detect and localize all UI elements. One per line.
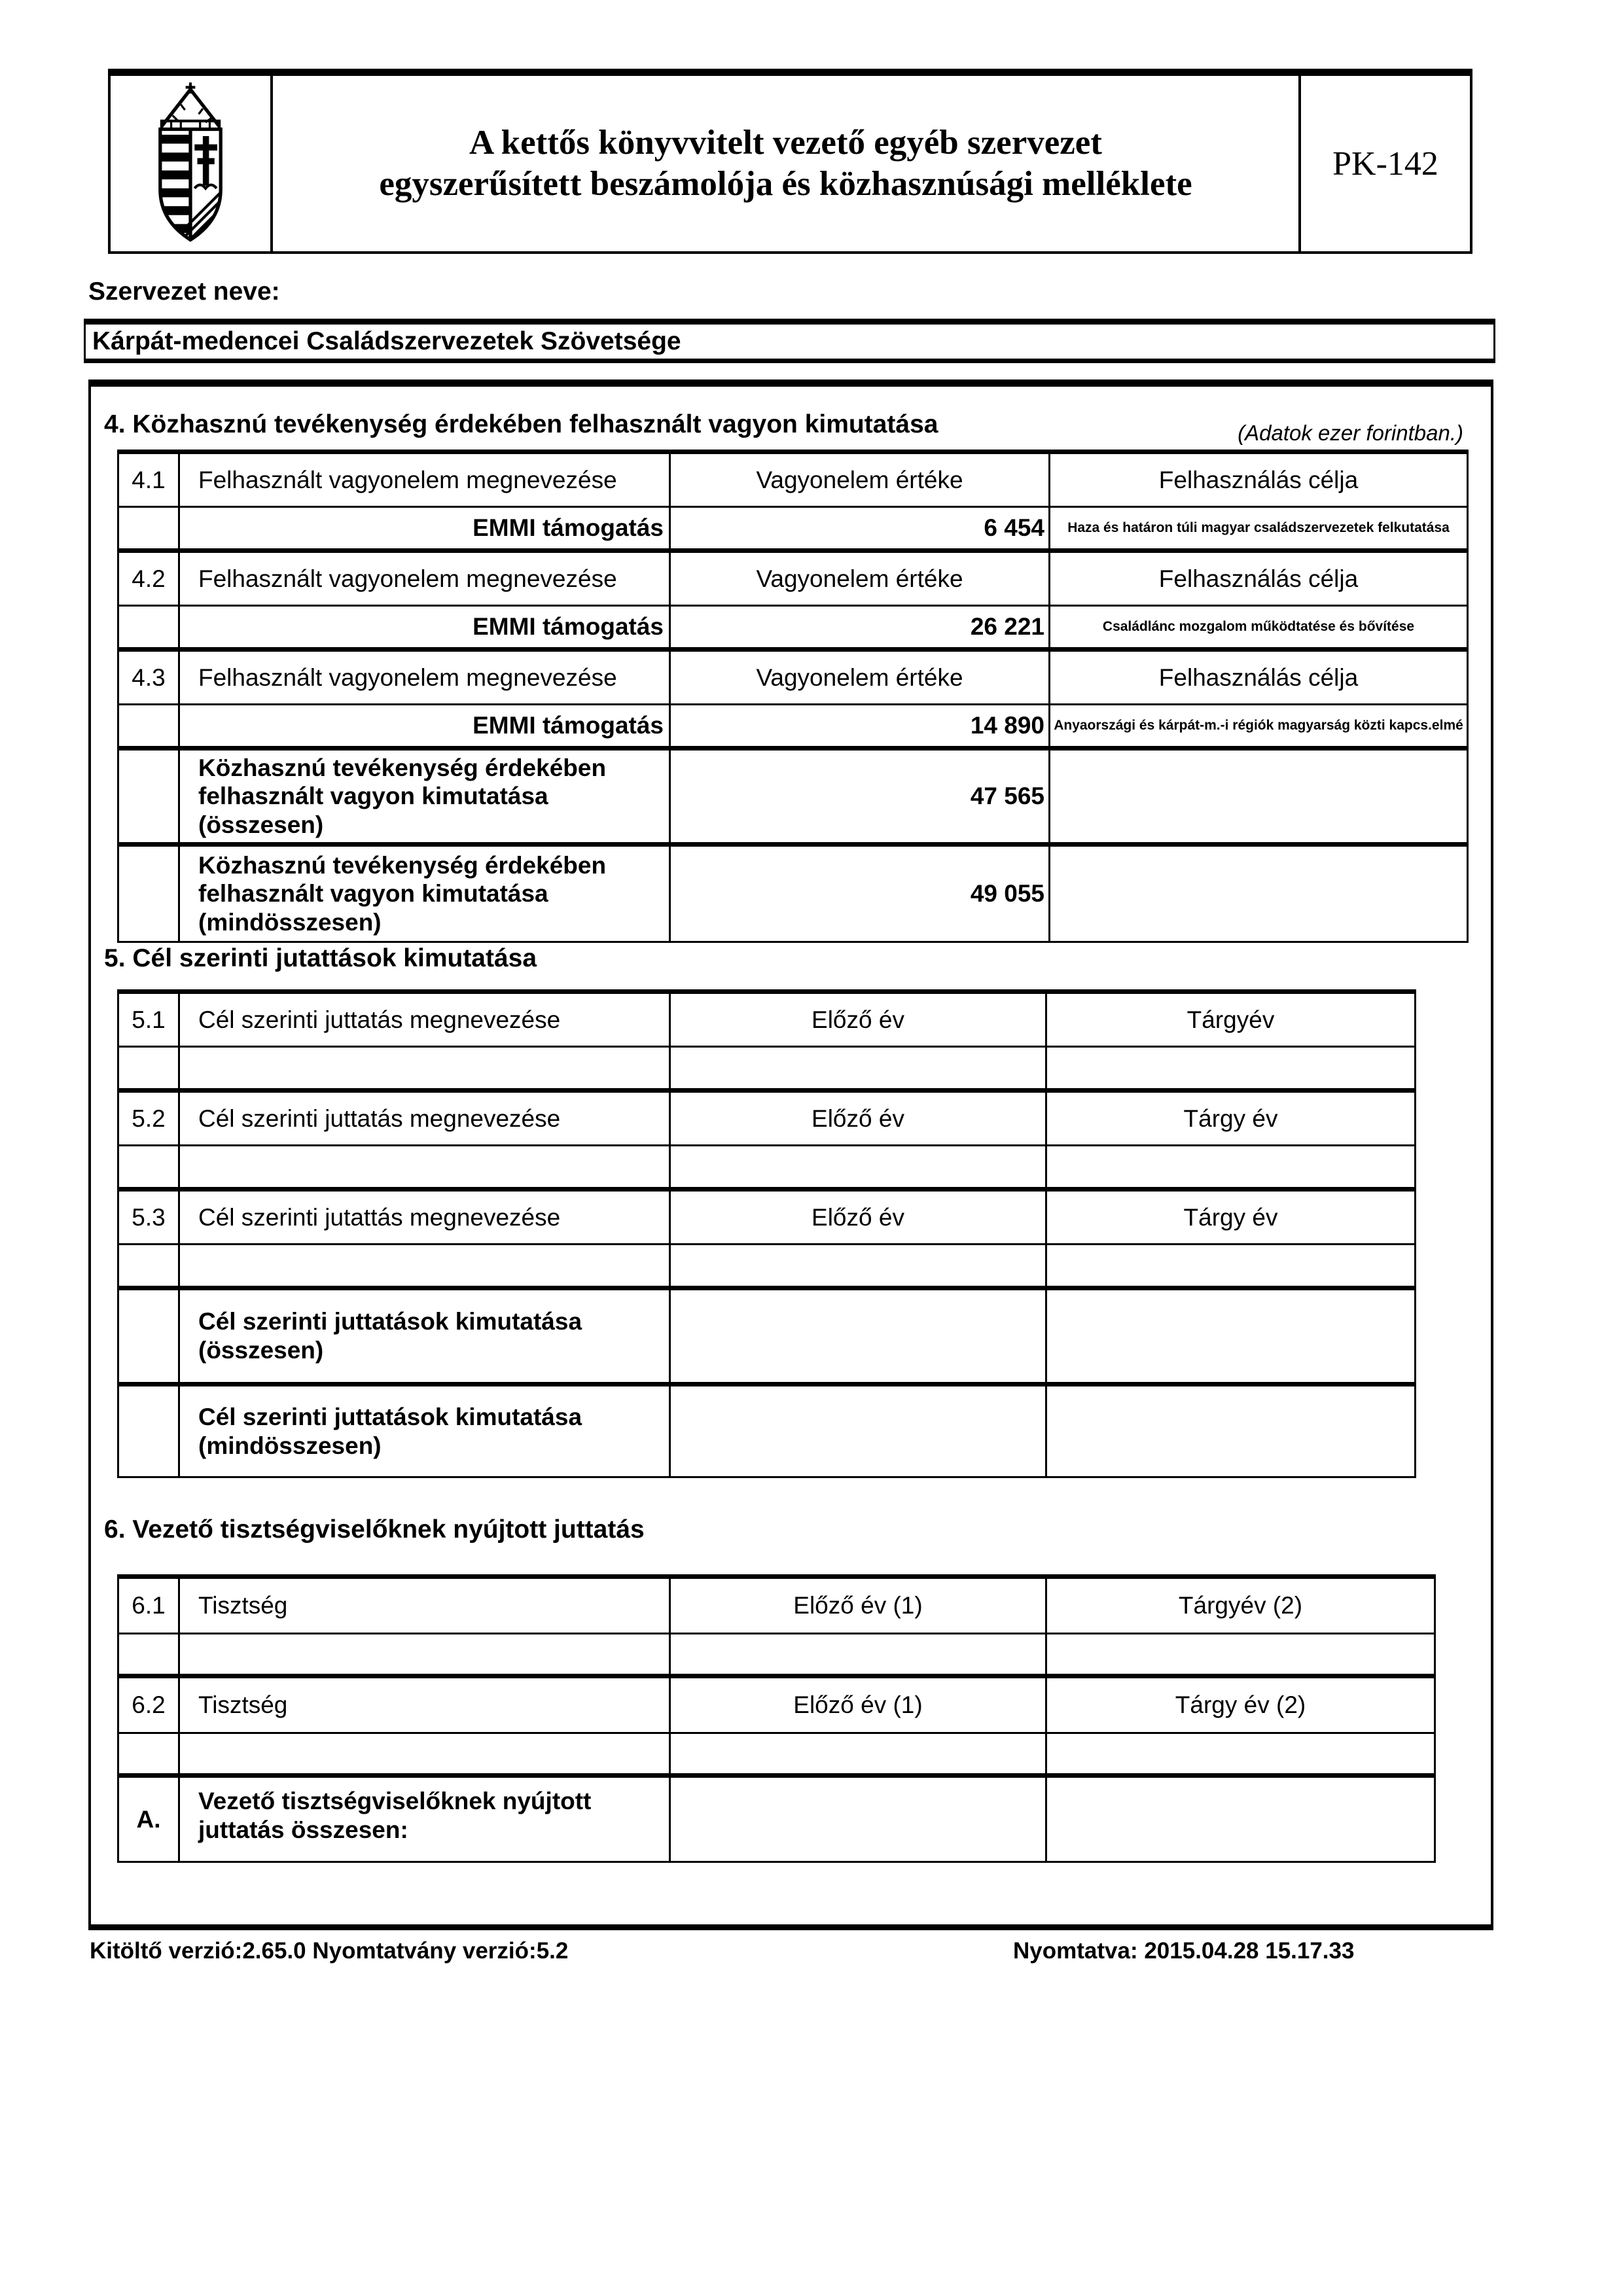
col-header-position: Tisztség <box>178 1579 669 1633</box>
form-header <box>108 69 1472 254</box>
form-code: PK-142 <box>1332 145 1438 183</box>
asset-purpose: Haza és határon túli magyar családszervezetek felkutatása <box>1048 508 1467 548</box>
col-header-position: Tisztség <box>178 1678 669 1732</box>
table-row-4-3-header <box>119 652 1467 705</box>
table-row-6-2-header <box>119 1678 1434 1734</box>
row-letter: A. <box>136 1805 161 1833</box>
section4-total-label: Közhasznú tevékenység érdekében felhasznált vagyon kimutatása (összesen) <box>178 751 669 842</box>
footer-version-info: Kitöltő verzió:2.65.0 Nyomtatvány verzió:5.2 <box>90 1938 569 1964</box>
table-row-4-3-data <box>119 705 1467 751</box>
form-title-line1: A kettős könyvvitelt vezető egyéb szervezet <box>469 124 1102 162</box>
table-row-6-1-header <box>119 1579 1434 1634</box>
table-row-4-grand-total <box>119 847 1467 941</box>
table-row-4-total <box>119 751 1467 847</box>
org-name-box <box>84 319 1495 363</box>
col-header-purpose: Felhasználás célja <box>1048 652 1467 703</box>
section6-total-label: Vezető tisztségviselőknek nyújtott juttatás összesen: <box>178 1778 669 1861</box>
col-header-previous-year: Előző év (1) <box>669 1678 1045 1732</box>
section6-table <box>117 1574 1436 1863</box>
asset-purpose: Családlánc mozgalom működtatése és bővítése <box>1048 607 1467 647</box>
org-name-label: Szervezet neve: <box>88 277 280 306</box>
row-number: 6.1 <box>132 1592 166 1619</box>
asset-name-value: EMMI támogatás <box>178 508 669 548</box>
asset-name-value: EMMI támogatás <box>178 705 669 746</box>
hungarian-coat-of-arms-icon <box>141 81 240 246</box>
asset-value: 14 890 <box>669 705 1048 746</box>
asset-name-value: EMMI támogatás <box>178 607 669 647</box>
section4-table <box>117 450 1469 943</box>
form-title <box>273 76 1301 251</box>
section6-heading: 6. Vezető tisztségviselőknek nyújtott juttatás <box>104 1515 645 1544</box>
section4-grand-total-label: Közhasznú tevékenység érdekében felhasznált vagyon kimutatása (mindösszesen) <box>178 847 669 941</box>
logo-cell <box>111 76 273 251</box>
section4-total-value: 47 565 <box>669 751 1048 842</box>
col-header-current-year: Tárgy év (2) <box>1045 1678 1434 1732</box>
col-header-asset-value: Vagyonelem értéke <box>669 652 1048 703</box>
section4-heading: 4. Közhasznú tevékenység érdekében felhasznált vagyon kimutatása <box>104 410 938 438</box>
col-header-current-year: Tárgyév <box>1045 994 1414 1046</box>
footer-print-timestamp: Nyomtatva: 2015.04.28 15.17.33 <box>1013 1938 1355 1964</box>
col-header-current-year: Tárgyév (2) <box>1045 1579 1434 1633</box>
table-row-5-total <box>119 1290 1414 1386</box>
section4-grand-total-value: 49 055 <box>669 847 1048 941</box>
col-header-grant-name: Cél szerinti juttatás megnevezése <box>178 994 669 1046</box>
col-header-current-year: Tárgy év <box>1045 1192 1414 1243</box>
col-header-purpose: Felhasználás célja <box>1048 454 1467 506</box>
col-header-asset-value: Vagyonelem értéke <box>669 454 1048 506</box>
table-row-5-3-data <box>119 1245 1414 1290</box>
unit-note: (Adatok ezer forintban.) <box>1238 421 1463 445</box>
row-number: 5.3 <box>132 1203 166 1231</box>
table-row-6-total <box>119 1778 1434 1861</box>
table-row-5-1-header <box>119 994 1414 1048</box>
table-row-5-2-data <box>119 1146 1414 1192</box>
table-row-5-3-header <box>119 1192 1414 1245</box>
row-number: 5.1 <box>132 1006 166 1033</box>
col-header-previous-year: Előző év <box>669 1093 1045 1144</box>
col-header-asset-name: Felhasznált vagyonelem megnevezése <box>178 652 669 703</box>
col-header-previous-year: Előző év <box>669 1192 1045 1243</box>
col-header-asset-value: Vagyonelem értéke <box>669 553 1048 605</box>
col-header-previous-year: Előző év (1) <box>669 1579 1045 1633</box>
asset-value: 26 221 <box>669 607 1048 647</box>
table-row-5-1-data <box>119 1048 1414 1093</box>
col-header-asset-name: Felhasznált vagyonelem megnevezése <box>178 454 669 506</box>
row-number: 6.2 <box>132 1691 166 1718</box>
section5-heading: 5. Cél szerinti jutattások kimutatása <box>104 944 537 972</box>
form-title-line2: egyszerűsített beszámolója és közhasznúsági melléklete <box>379 165 1192 203</box>
section5-grand-total-label: Cél szerinti juttatások kimutatása (mindösszesen) <box>178 1386 669 1476</box>
col-header-asset-name: Felhasznált vagyonelem megnevezése <box>178 553 669 605</box>
row-number: 5.2 <box>132 1104 166 1132</box>
org-name-value: Kárpát-medencei Családszervezetek Szövetsége <box>92 327 681 355</box>
table-row-6-2-data <box>119 1734 1434 1778</box>
table-row-4-2-data <box>119 607 1467 652</box>
table-row-4-1-header <box>119 454 1467 508</box>
table-row-4-2-header <box>119 553 1467 607</box>
table-row-5-2-header <box>119 1093 1414 1146</box>
asset-value: 6 454 <box>669 508 1048 548</box>
row-number: 4.3 <box>132 663 166 691</box>
col-header-grant-name: Cél szerinti juttatás megnevezése <box>178 1093 669 1144</box>
col-header-current-year: Tárgy év <box>1045 1093 1414 1144</box>
section5-table <box>117 989 1416 1478</box>
table-row-5-grand-total <box>119 1386 1414 1476</box>
col-header-purpose: Felhasználás célja <box>1048 553 1467 605</box>
row-number: 4.1 <box>132 466 166 493</box>
asset-purpose: Anyaországi és kárpát-m.-i régiók magyarság közti kapcs.elmé <box>1048 705 1467 746</box>
section5-total-label: Cél szerinti juttatások kimutatása (összesen) <box>178 1290 669 1382</box>
col-header-previous-year: Előző év <box>669 994 1045 1046</box>
table-row-6-1-data <box>119 1634 1434 1678</box>
table-row-4-1-data <box>119 508 1467 553</box>
col-header-grant-name: Cél szerinti jutattás megnevezése <box>178 1192 669 1243</box>
main-content-box <box>88 380 1493 1930</box>
row-number: 4.2 <box>132 565 166 592</box>
